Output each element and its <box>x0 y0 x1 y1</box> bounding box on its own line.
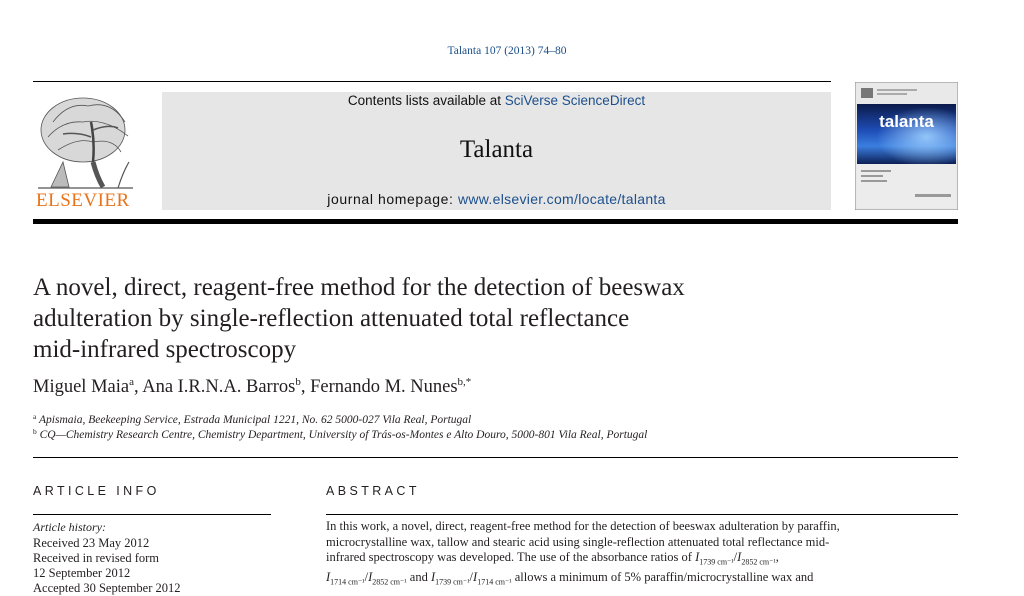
affiliation <box>33 427 647 441</box>
header-thick-rule <box>33 219 958 224</box>
author-affiliation-mark[interactable]: a <box>129 376 134 388</box>
ratio-subscript: 2852 cm⁻¹ <box>741 557 776 567</box>
abstract-line: $I_{1714 cm^{-1}}/I_{2852 cm^{-1}}$ and $I_{1739 cm^{-1}}/I_{1714 cm^{-1}}$ allows a minimum of 5% paraffin/microcrystalline wax and <box>326 570 814 587</box>
contents-line <box>162 93 831 108</box>
title-line-3: mid-infrared spectroscopy <box>33 336 297 363</box>
homepage-prefix: journal homepage: <box>327 191 458 207</box>
homepage-link[interactable]: www.elsevier.com/locate/talanta <box>457 191 666 207</box>
elsevier-wordmark: ELSEVIER <box>36 190 130 211</box>
author-name[interactable]: Ana I.R.N.A. Barros <box>142 377 296 397</box>
title-line-2: adulteration by single-reflection attenuated total reflectance <box>33 305 630 332</box>
top-rule <box>33 81 831 82</box>
history-entry: 12 September 2012 <box>33 566 131 580</box>
author-name[interactable]: Fernando M. Nunes <box>310 377 458 397</box>
title-line-1: A novel, direct, reagent-free method for the detection of beeswax <box>33 274 685 301</box>
abstract-line-text: infrared spectroscopy was developed. The use of the absorbance ratios of <box>326 550 692 564</box>
ratio-subscript: 1739 cm⁻¹ <box>699 557 734 567</box>
abstract-heading: ABSTRACT <box>326 484 420 498</box>
history-entry: Accepted 30 September 2012 <box>33 581 181 595</box>
history-entry: Received in revised form <box>33 551 159 565</box>
author-affiliation-mark[interactable]: b <box>295 376 301 388</box>
author-name[interactable]: Miguel Maia <box>33 377 130 397</box>
author-list: Miguel Maia$^a$, Ana I.R.N.A. Barros$^b$, Fernando M. Nunes$^{b,*}$ <box>33 376 472 397</box>
affiliation-text: CQ—Chemistry Research Centre, Chemistry Department, University of Trás-os-Montes e Alto Douro, 5000-801 Vila Real, Portugal <box>39 429 648 441</box>
abstract-line: In this work, a novel, direct, reagent-free method for the detection of beeswax adulteration by paraffin, <box>326 519 840 533</box>
article-history-label: Article history: <box>33 520 106 534</box>
homepage-line <box>162 191 831 207</box>
affiliation-text: Apismaia, Beekeeping Service, Estrada Municipal 1221, No. 62 5000-027 Vila Real, Portugal <box>39 414 472 426</box>
ratio-subscript: 1714 cm⁻¹ <box>330 577 365 587</box>
journal-name: Talanta <box>459 136 534 163</box>
journal-header-box <box>162 92 831 210</box>
ratio-subscript: 1714 cm⁻¹ <box>477 577 512 587</box>
abstract-line: infrared spectroscopy was developed. The use of the absorbance ratios of $I_{1739 cm^{-1}}/I_{2852 cm^{-1}}$, <box>326 550 779 567</box>
journal-citation[interactable]: Talanta 107 (2013) 74–80 <box>447 45 567 57</box>
author-affiliation-mark[interactable]: b,* <box>457 376 472 388</box>
history-entry: Received 23 May 2012 <box>33 536 150 550</box>
section-divider <box>33 457 958 458</box>
affiliation <box>33 412 471 426</box>
sciencedirect-link[interactable]: SciVerse ScienceDirect <box>504 93 646 108</box>
ratio-subscript: 1739 cm⁻¹ <box>435 577 470 587</box>
ratio-subscript: 2852 cm⁻¹ <box>372 577 407 587</box>
abstract-line: microcrystalline wax, tallow and stearic acid using single-reflection attenuated total reflectance mid- <box>326 534 830 549</box>
abstract-line-text: allows a minimum of 5% paraffin/microcrystalline wax and <box>511 570 814 584</box>
abstract-rule <box>326 514 958 515</box>
affiliation-mark: a <box>33 412 37 421</box>
article-title <box>33 272 833 365</box>
cover-title: talanta <box>879 112 934 131</box>
article-info-heading: ARTICLE INFO <box>33 484 160 498</box>
abstract-and: and <box>406 570 431 584</box>
article-info-rule <box>33 514 271 515</box>
abstract-body <box>326 519 958 590</box>
journal-cover-image <box>855 82 958 210</box>
affiliation-mark: b <box>33 427 37 436</box>
contents-prefix: Contents lists available at <box>347 93 505 108</box>
